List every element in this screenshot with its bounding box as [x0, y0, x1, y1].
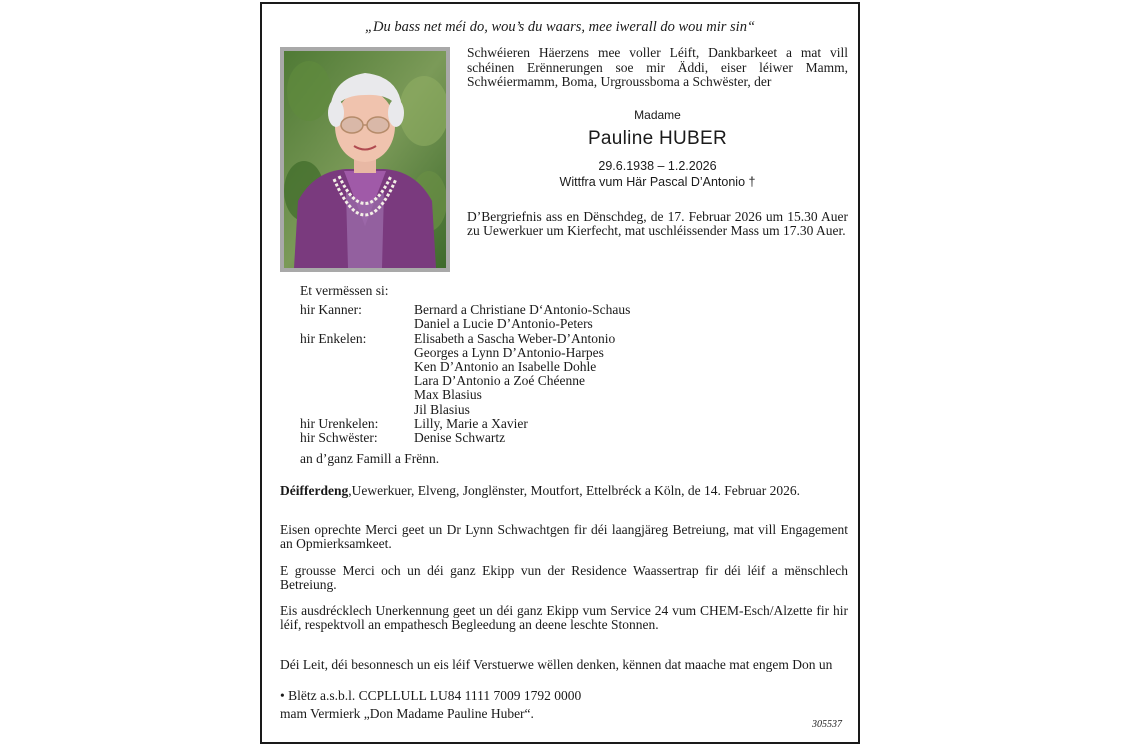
- mourner-row: [300, 374, 800, 388]
- mourner-row: [300, 417, 800, 431]
- mourner-role: [300, 346, 414, 360]
- family-closing: an d’ganz Famill a Frënn.: [300, 451, 440, 466]
- mourner-row: [300, 431, 800, 445]
- mourner-role: [300, 388, 414, 402]
- mourner-role: [300, 403, 414, 417]
- portrait-image: [284, 51, 446, 268]
- place-bold: Déifferdeng: [280, 483, 349, 498]
- mourners-heading: Et vermëssen si:: [300, 283, 389, 298]
- mourner-role: hir Kanner:: [300, 302, 362, 318]
- place-date: [280, 484, 848, 498]
- widow-of: Wittfra vum Här Pascal D’Antonio †: [559, 175, 756, 189]
- mourner-role: [300, 374, 414, 388]
- mourners-list: [300, 284, 800, 445]
- mourner-row: [300, 403, 800, 417]
- portrait-photo: [280, 47, 450, 272]
- deceased-block: [467, 108, 848, 189]
- salutation: Madame: [634, 108, 681, 122]
- reference-number: 305537: [812, 719, 842, 730]
- mourner-name: Jil Blasius: [414, 401, 470, 417]
- mourner-name: Elisabeth a Sascha Weber-D’Antonio: [414, 330, 616, 346]
- mourner-row: [300, 303, 800, 317]
- thanks-paragraph: Eis ausdrécklech Unerkennung geet un déi ganz Ekipp vum Service 24 vum CHEM-Esch/Alzette fir hir léif, respektvoll an empathesch Begleedung an deene leschte Stonnen.: [280, 603, 848, 632]
- mourner-row: [300, 360, 800, 374]
- mourner-name: Daniel a Lucie D’Antonio-Peters: [414, 316, 593, 332]
- mourner-row: [300, 346, 800, 360]
- thanks-paragraph: Eisen oprechte Merci geet un Dr Lynn Schwachtgen fir déi laangjäreg Betreiung, mat vill Engagement an Opmierksamkeet.: [280, 522, 848, 551]
- motto-quote: „Du bass net méi do, wou’s du waars, mee iwerall do wou mir sin“: [364, 19, 756, 35]
- intro-line: schéinen Erënnerungen soe mir Äddi, eiser léiwer Mamm,: [467, 59, 848, 75]
- intro-line: Schwéieren Häerzens mee voller Léift, Dankbarkeet a mat vill: [467, 45, 848, 60]
- mourner-name: Georges a Lynn D’Antonio-Harpes: [414, 344, 604, 360]
- mourner-name: Lara D’Antonio a Zoé Chéenne: [414, 373, 585, 389]
- donation-mention: mam Vermierk „Don Madame Pauline Huber“.: [280, 706, 534, 721]
- mourner-row: [300, 332, 800, 346]
- mourner-role: hir Enkelen:: [300, 330, 367, 346]
- mourner-role: [300, 360, 414, 374]
- mourner-role: hir Schwëster:: [300, 430, 378, 446]
- mourner-name: Max Blasius: [414, 387, 482, 403]
- mourner-name: Denise Schwartz: [414, 430, 506, 446]
- life-dates: 29.6.1938 – 1.2.2026: [598, 159, 717, 173]
- obituary-notice: [260, 2, 860, 744]
- deceased-name: Pauline HUBER: [587, 128, 728, 149]
- thanks-paragraph: E grousse Merci och un déi ganz Ekipp vun der Residence Waassertrap fir déi léif a mënschlech Betreiung.: [280, 563, 848, 592]
- mourner-row: [300, 317, 800, 331]
- mourner-role: hir Urenkelen:: [300, 415, 379, 431]
- intro-text: [467, 46, 848, 90]
- mourner-role: [300, 317, 414, 331]
- mourner-row: [300, 388, 800, 402]
- place-rest: ,Uewerkuer, Elveng, Jonglënster, Moutfort, Ettelbréck a Köln, de 14. Februar 2026.: [348, 483, 801, 498]
- mourner-name: Ken D’Antonio an Isabelle Dohle: [414, 359, 597, 375]
- donation-request: Déi Leit, déi besonnesch un eis léif Verstuerwe wëllen denken, kënnen dat maache mat engem Don un: [280, 657, 833, 672]
- mourner-name: Bernard a Christiane D‘Antonio-Schaus: [414, 302, 631, 318]
- funeral-info: D’Bergriefnis ass en Dënschdeg, de 17. Februar 2026 um 15.30 Auer zu Uewerkuer um Kierfecht, mat uschléissender Mass um 17.30 Auer.: [467, 209, 848, 239]
- mourner-name: Lilly, Marie a Xavier: [414, 415, 528, 431]
- intro-line: Schwéiermamm, Boma, Urgroussboma a Schwëster, der: [467, 74, 772, 89]
- donation-account: • Blëtz a.s.b.l. CCPLLULL LU84 1111 7009 1792 0000: [280, 688, 582, 703]
